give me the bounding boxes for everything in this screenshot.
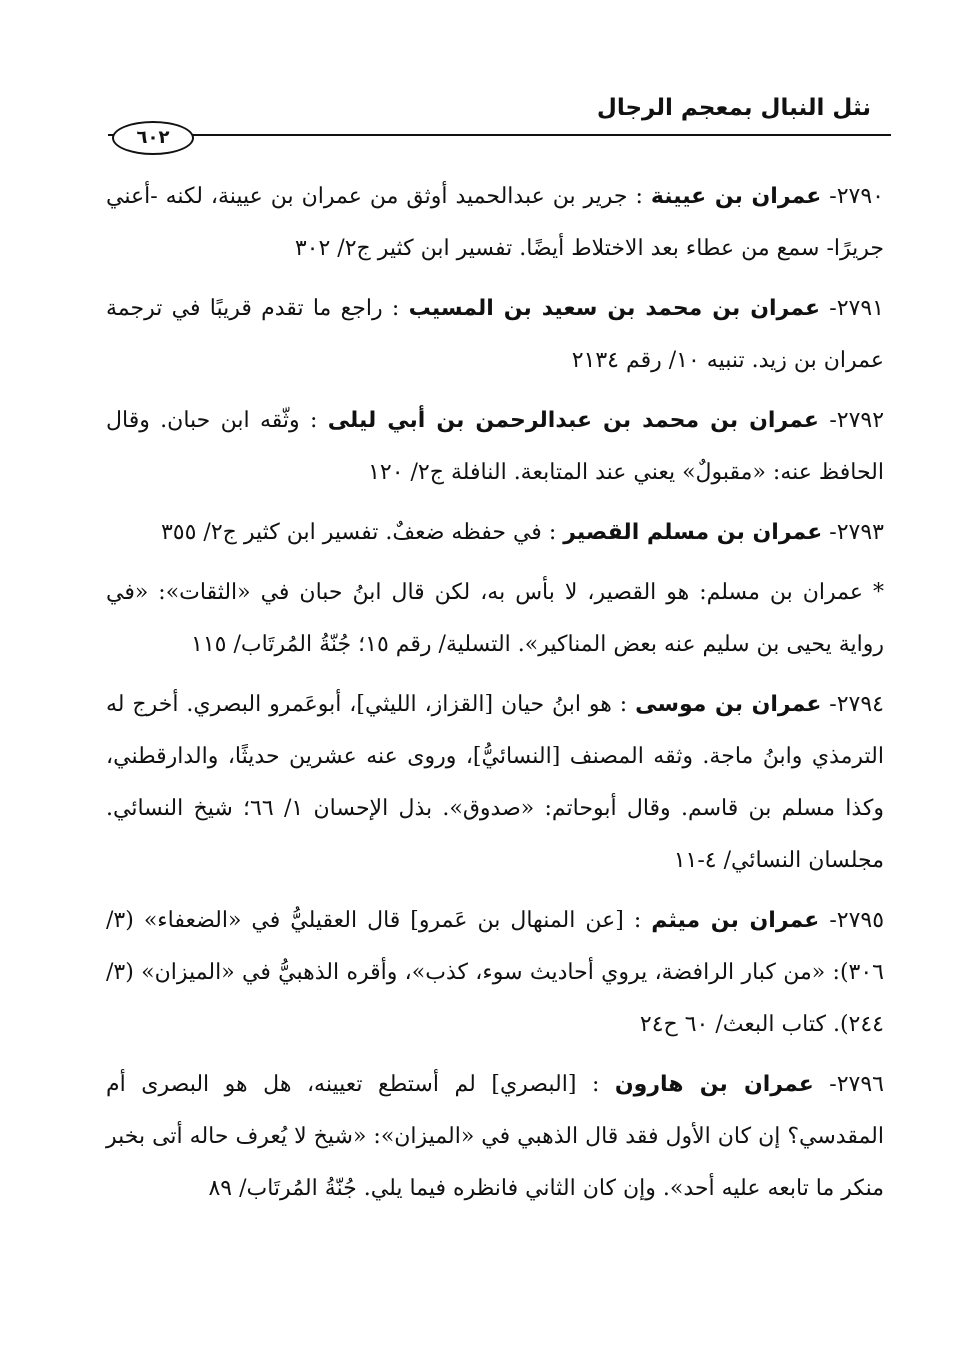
entry <box>106 1059 884 1215</box>
page-number: ٦٠٢ <box>112 121 194 155</box>
entry-name: عمران بن موسى <box>635 692 822 717</box>
entry-name: عمران بن ميثم <box>651 908 820 933</box>
entry-separator: : <box>548 520 557 545</box>
entry-number: ٢٧٩٣- <box>829 520 884 545</box>
entry-separator: : <box>619 692 628 717</box>
header-rule <box>108 134 891 136</box>
entry-body: هو ابنُ حيان [القزاز، الليثي]، أبوعَمرو البصري. أخرج له الترمذي وابنُ ماجة. وثقه المصنف [النسائيُّ]، وروى عنه عشرين حديثًا، والدارقطني، وكذا مسلم بن قاسم. وقال أبوحاتم: «صدوق». بذل الإحسان ١/ ٦٦؛ شيخ النسائي. مجلسان النسائي/ ٤-١١ <box>106 692 884 873</box>
entry-number: ٢٧٩٤- <box>829 692 884 717</box>
entry-separator: : <box>633 908 642 933</box>
entries-list <box>106 171 884 1223</box>
entry-separator: : <box>391 296 400 321</box>
entry-separator: : <box>591 1072 600 1097</box>
entry-body: راجع ما تقدم قريبًا في ترجمة عمران بن زيد. تنبيه ١٠/ رقم ٢١٣٤ <box>106 296 884 373</box>
entry-name: عمران بن محمد بن عبدالرحمن بن أبي ليلى <box>327 408 819 433</box>
entry-name: عمران بن عيينة <box>650 184 822 209</box>
entry <box>106 283 884 387</box>
entry <box>106 171 884 275</box>
entry <box>106 395 884 499</box>
entry-number: ٢٧٩٦- <box>829 1072 884 1097</box>
entry-body: [عن المنهال بن عَمرو] قال العقيليُّ في «الضعفاء» (٣/ ٣٠٦): «من كبار الرافضة، يروي أحاديث سوء، كذب»، وأقره الذهبيُّ في «الميزان» (٣/ ٢٤٤). كتاب البعث/ ٦٠ ح٢٤ <box>106 908 884 1037</box>
entry-number: ٢٧٩٥- <box>829 908 885 933</box>
entry-name: عمران بن محمد بن سعيد بن المسيب <box>408 296 820 321</box>
entry-number: ٢٧٩٢- <box>829 408 885 433</box>
entry-name: عمران بن هارون <box>614 1072 814 1097</box>
entry <box>106 895 884 1051</box>
running-title: نثل النبال بمعجم الرجال <box>596 95 871 121</box>
entry <box>106 507 884 559</box>
entry-body: في حفظه ضعفٌ. تفسير ابن كثير ج٢/ ٣٥٥ <box>160 520 542 545</box>
entry <box>106 679 884 887</box>
entry-number: ٢٧٩٠- <box>829 184 884 209</box>
entry-separator: : <box>635 184 643 209</box>
entry-body: [البصري] لم أستطع تعيينه، هل هو البصرى أم المقدسي؟ إن كان الأول فقد قال الذهبي في «الميزان»: «شيخ لا يُعرف حاله أتى بخبر منكر ما تابعه عليه أحد». وإن كان الثاني فانظره فيما يلي. جُنّةُ المُرتَاب/ ٨٩ <box>106 1072 884 1201</box>
entry-body: * عمران بن مسلم: هو القصير، لا بأس به، لكن قال ابنُ حبان في «الثقات»: «في رواية يحيى بن سليم عنه بعض المناكير». التسلية/ رقم ١٥؛ جُنّةُ المُرتَاب/ ١١٥ <box>106 580 884 657</box>
entry-note <box>106 567 884 671</box>
entry-name: عمران بن مسلم القصير <box>563 520 823 545</box>
entry-number: ٢٧٩١- <box>829 296 884 321</box>
entry-body: جرير بن عبدالحميد أوثق من عمران بن عيينة، لكنه -أعني جريرًا- سمع من عطاء بعد الاختلاط أيضًا. تفسير ابن كثير ج٢/ ٣٠٢ <box>106 184 884 261</box>
entry-separator: : <box>310 408 318 433</box>
entry-body: وثّقه ابن حبان. وقال الحافظ عنه: «مقبولٌ» يعني عند المتابعة. النافلة ج٢/ ١٢٠ <box>106 408 884 485</box>
